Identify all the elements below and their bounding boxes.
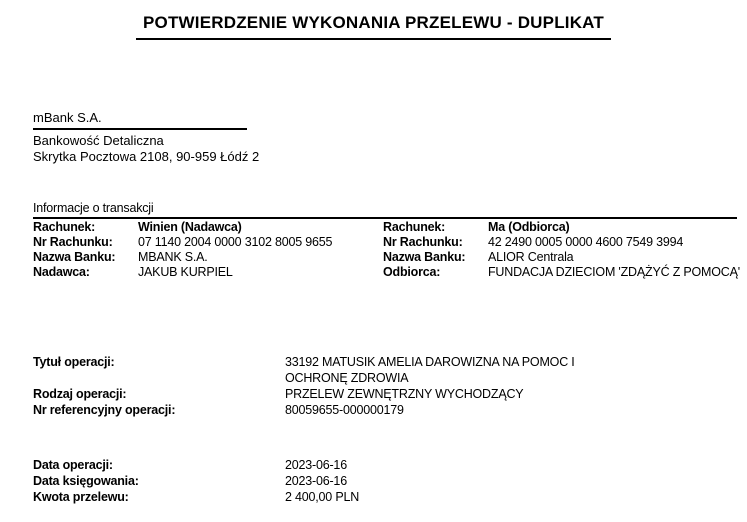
operation-title-value: 33192 MATUSIK AMELIA DAROWIZNA NA POMOC I OCHRONĘ ZDROWIA: [285, 355, 575, 385]
page-title: POTWIERDZENIE WYKONANIA PRZELEWU - DUPLIKAT: [136, 13, 611, 40]
recipient-bank-name: ALIOR Centrala: [488, 250, 574, 264]
operation-type-label: Rodzaj operacji:: [33, 387, 127, 401]
operation-date-label: Data operacji:: [33, 458, 113, 472]
sender-bank-label: Nazwa Banku:: [33, 250, 116, 264]
bank-name: mBank S.A.: [33, 110, 102, 125]
recipient-account-label: Rachunek:: [383, 220, 446, 234]
accounts-table: [33, 220, 740, 280]
operation-details: [33, 354, 693, 418]
bank-name-divider: [33, 128, 247, 130]
transfer-amount-label: Kwota przelewu:: [33, 490, 129, 504]
transaction-info-heading: Informacje o transakcji: [33, 201, 154, 215]
bank-address: Skrytka Pocztowa 2108, 90-959 Łódź 2: [33, 149, 260, 164]
booking-date-label: Data księgowania:: [33, 474, 139, 488]
operation-reference-value: 80059655-000000179: [285, 403, 404, 417]
operation-type-value: PRZELEW ZEWNĘTRZNY WYCHODZĄCY: [285, 387, 524, 401]
recipient-account-type: Ma (Odbiorca): [488, 220, 570, 234]
recipient-bank-label: Nazwa Banku:: [383, 250, 466, 264]
operation-reference-label: Nr referencyjny operacji:: [33, 403, 176, 417]
operation-title-label: Tytuł operacji:: [33, 355, 115, 369]
sender-party-label: Nadawca:: [33, 265, 90, 279]
recipient-party-label: Odbiorca:: [383, 265, 441, 279]
summary-details: [33, 457, 693, 505]
recipient-party-name: FUNDACJA DZIECIOM 'ZDĄŻYĆ Z POMOCĄ': [488, 265, 740, 279]
bank-address-block: [33, 110, 259, 165]
sender-account-number-label: Nr Rachunku:: [33, 235, 113, 249]
recipient-account-number: 42 2490 0005 0000 4600 7549 3994: [488, 235, 684, 249]
document-header: [0, 13, 747, 40]
sender-party-name: JAKUB KURPIEL: [138, 265, 233, 279]
recipient-account-number-label: Nr Rachunku:: [383, 235, 463, 249]
bank-division: Bankowość Detaliczna: [33, 133, 164, 148]
operation-date-value: 2023-06-16: [285, 458, 347, 472]
sender-account-label: Rachunek:: [33, 220, 96, 234]
booking-date-value: 2023-06-16: [285, 474, 347, 488]
sender-account-type: Winien (Nadawca): [138, 220, 242, 234]
transfer-amount-value: 2 400,00 PLN: [285, 490, 360, 504]
section-divider: [33, 217, 737, 219]
sender-account-number: 07 1140 2004 0000 3102 8005 9655: [138, 235, 333, 249]
sender-bank-name: MBANK S.A.: [138, 250, 208, 264]
